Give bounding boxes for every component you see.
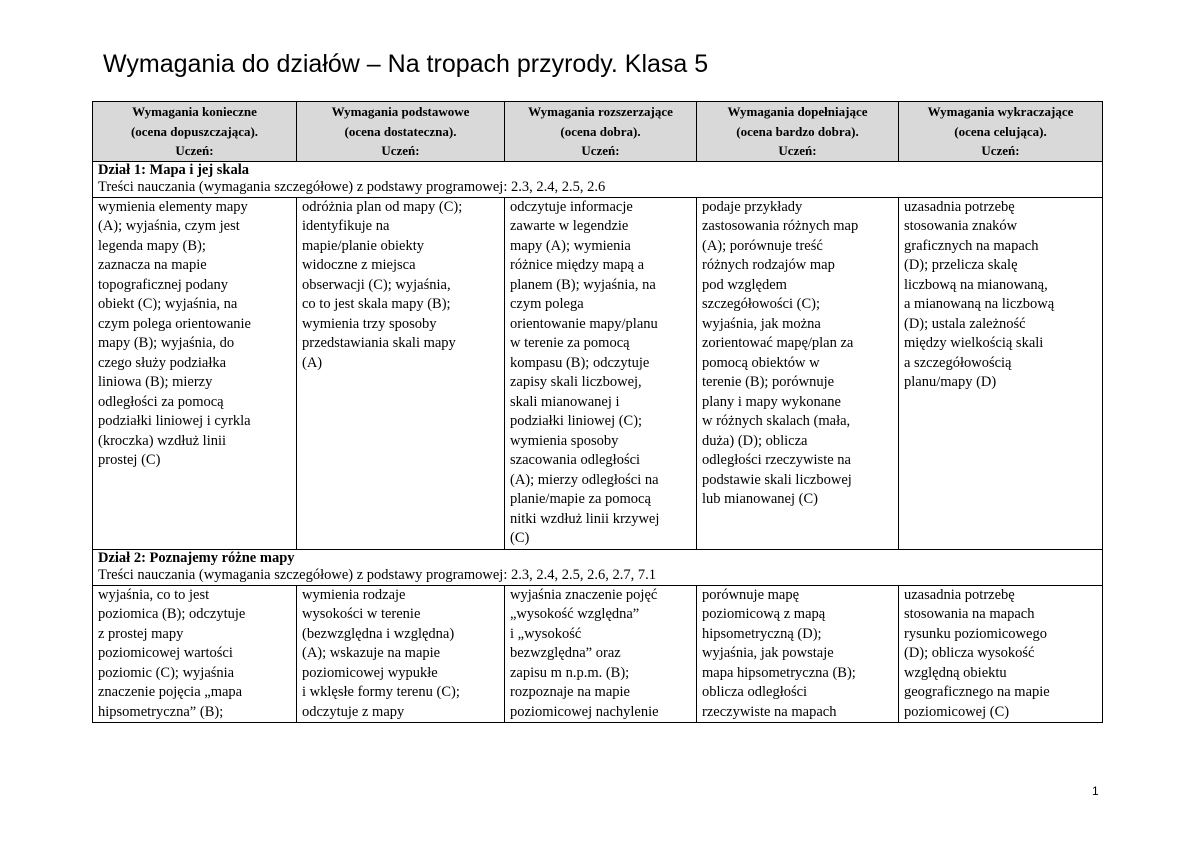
- table-cell: wymienia rodzaje wysokości w terenie (bezwzględna i względna) (A); wskazuje na mapie poziomicowej wypukłe i wklęsłe formy terenu (C); odczytuje z mapy: [297, 585, 505, 723]
- table-cell: porównuje mapę poziomicową z mapą hipsometryczną (D); wyjaśnia, jak powstaje mapa hipsometryczna (B); oblicza odległości rzeczywiste na mapach: [697, 585, 899, 723]
- page-number: 1: [1092, 784, 1099, 798]
- header-podstawowe: Wymagania podstawowe (ocena dostateczna). Uczeń:: [297, 102, 505, 162]
- table-cell: wyjaśnia, co to jest poziomica (B); odczytuje z prostej mapy poziomicowej wartości poziomic (C); wyjaśnia znaczenie pojęcia „mapa hipsometryczna” (B);: [93, 585, 297, 723]
- section-title: Dział 2: Poznajemy różne mapy: [98, 549, 295, 566]
- page-title: Wymagania do działów – Na tropach przyrody. Klasa 5: [103, 50, 709, 78]
- section-header-row: [93, 161, 1103, 197]
- table-cell: odczytuje informacje zawarte w legendzie mapy (A); wymienia różnice między mapą a planem (B); wyjaśnia, na czym polega orientowanie mapy/planu w terenie za pomocą kompasu (B); odczytuje zapisy skali liczbowej, skali mianowanej i podziałki liniowej (C); wymienia sposoby szacowania odległości (A); mierzy odległości na planie/mapie za pomocą nitki wzdłuż linii krzywej (C): [505, 197, 697, 549]
- header-konieczne: Wymagania konieczne (ocena dopuszczająca). Uczeń:: [93, 102, 297, 162]
- table-cell: odróżnia plan od mapy (C); identyfikuje na mapie/planie obiekty widoczne z miejsca obserwacji (C); wyjaśnia, co to jest skala mapy (B); wymienia trzy sposoby przedstawiania skali mapy (A): [297, 197, 505, 549]
- section-1-header: [93, 161, 1103, 197]
- table-cell: podaje przykłady zastosowania różnych map (A); porównuje treść różnych rodzajów map pod względem szczegółowości (C); wyjaśnia, jak można zorientować mapę/plan za pomocą obiektów w terenie (B); porównuje plany i mapy wykonane w różnych skalach (mała, duża) (D); oblicza odległości rzeczywiste na podstawie skali liczbowej lub mianowanej (C): [697, 197, 899, 549]
- requirements-row: [93, 197, 1103, 549]
- table-cell: uzasadnia potrzebę stosowania na mapach rysunku poziomicowego (D); oblicza wysokość względną obiektu geograficznego na mapie poziomicowej (C): [899, 585, 1103, 723]
- table-cell: uzasadnia potrzebę stosowania znaków graficznych na mapach (D); przelicza skalę liczbową na mianowaną, a mianowaną na liczbową (D); ustala zależność między wielkością skali a szczegółowością planu/mapy (D): [899, 197, 1103, 549]
- header-wykraczajace: Wymagania wykraczające (ocena celująca). Uczeń:: [899, 102, 1103, 162]
- table-cell: wymienia elementy mapy (A); wyjaśnia, czym jest legenda mapy (B); zaznacza na mapie topograficznej podany obiekt (C); wyjaśnia, na czym polega orientowanie mapy (B); wyjaśnia, do czego służy podziałka liniowa (B); mierzy odległości za pomocą podziałki liniowej i cyrkla (kroczka) wzdłuż linii prostej (C): [93, 197, 297, 549]
- header-rozszerzajace: Wymagania rozszerzające (ocena dobra). Uczeń:: [505, 102, 697, 162]
- table-cell: wyjaśnia znaczenie pojęć „wysokość względna” i „wysokość bezwzględna” oraz zapisu m n.p.m. (B); rozpoznaje na mapie poziomicowej nachylenie: [505, 585, 697, 723]
- header-dopelniajace: Wymagania dopełniające (ocena bardzo dobra). Uczeń:: [697, 102, 899, 162]
- section-content-note: Treści nauczania (wymagania szczegółowe) z podstawy programowej: 2.3, 2.4, 2.5, 2.6: [98, 179, 606, 195]
- header-row: [93, 102, 1103, 162]
- section-content-note: Treści nauczania (wymagania szczegółowe) z podstawy programowej: 2.3, 2.4, 2.5, 2.6, 2.7, 7.1: [98, 567, 656, 583]
- requirements-row: [93, 585, 1103, 723]
- section-title: Dział 1: Mapa i jej skala: [98, 161, 250, 178]
- section-header-row: [93, 549, 1103, 585]
- section-2-header: [93, 549, 1103, 585]
- requirements-table: [92, 101, 1103, 723]
